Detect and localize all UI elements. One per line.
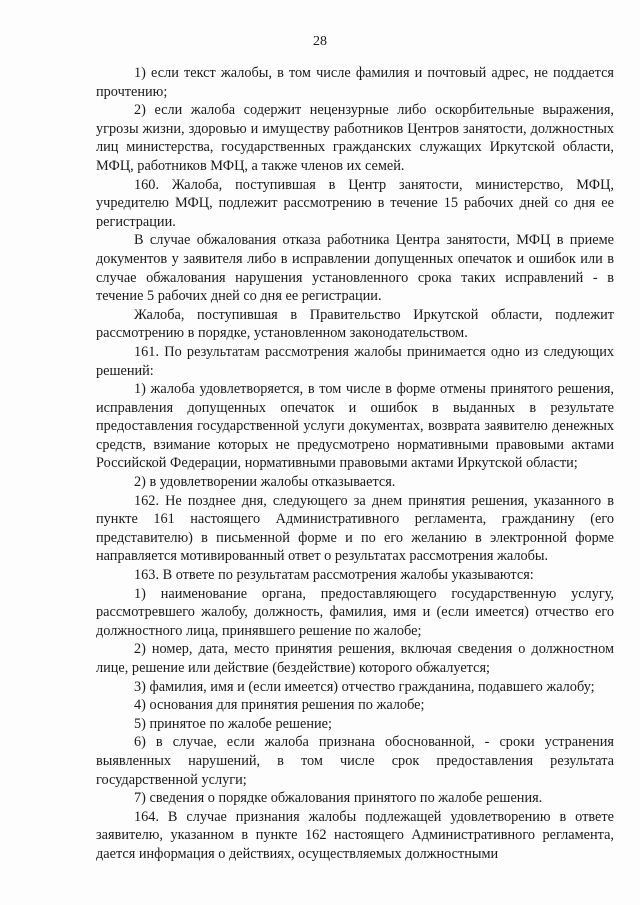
paragraph: 163. В ответе по результатам рассмотрения жалобы указываются:: [134, 567, 534, 584]
paragraph: 1) наименование органа, предоставляющего государственную услугу, рассмотревшего жалобу, должность, фамилия, имя и (если имеется) отчество его должностного лица, принявшего решение по жалобе;: [96, 585, 614, 639]
page-number: 28: [313, 34, 327, 49]
document-body: [96, 64, 614, 864]
paragraph: 4) основания для принятия решения по жалобе;: [134, 697, 425, 714]
paragraph: 160. Жалоба, поступившая в Центр занятости, министерство, МФЦ, учредителю МФЦ, подлежит рассмотрению в течение 15 рабочих дней со дня ее регистрации.: [96, 176, 614, 230]
paragraph: 7) сведения о порядке обжалования принятого по жалобе решения.: [134, 790, 543, 807]
paragraph: 5) принятое по жалобе решение;: [134, 715, 332, 732]
paragraph: 1) если текст жалобы, в том числе фамилия и почтовый адрес, не поддается прочтению;: [96, 65, 614, 100]
paragraph: Жалоба, поступившая в Правительство Иркутской области, подлежит рассмотрению в порядке, установленном законодательством.: [96, 306, 614, 342]
paragraph: 3) фамилия, имя и (если имеется) отчество гражданина, подавшего жалобу;: [134, 678, 595, 695]
paragraph: 2) номер, дата, место принятия решения, включая сведения о должностном лице, решение или действие (бездействие) которого обжалуется;: [96, 641, 614, 676]
paragraph: 1) жалоба удовлетворяется, в том числе в форме отмены принятого решения, исправления допущенных опечаток и ошибок в выданных в результате предоставления государственной услуги документах, возврата заявителю денежных средств, взимание которых не предусмотрено нормативными правовыми актами Российской Федерации, нормативными правовыми актами Иркутской области;: [96, 381, 614, 472]
paragraph: 6) в случае, если жалоба признана обоснованной, - сроки устранения выявленных нарушений, в том числе срок предоставления результата государственной услуги;: [96, 734, 614, 788]
paragraph: 2) в удовлетворении жалобы отказывается.: [134, 474, 396, 491]
paragraph: В случае обжалования отказа работника Центра занятости, МФЦ в приеме документов у заявителя либо в исправлении допущенных опечаток и ошибок или в случае обжалования нарушения установленного срока таких исправлений - в течение 5 рабочих дней со дня ее регистрации.: [96, 232, 614, 305]
paragraph: 164. В случае признания жалобы подлежащей удовлетворению в ответе заявителю, указанном в пункте 162 настоящего Административного регламента, дается информация о действиях, осуществляемых должностными: [96, 808, 614, 862]
paragraph: 2) если жалоба содержит нецензурные либо оскорбительные выражения, угрозы жизни, здоровью и имуществу работников Центров занятости, должностных лиц министерства, государственных гражданских служащих Иркутской области, МФЦ, работников МФЦ, а также членов их семей.: [96, 102, 614, 174]
paragraph: 162. Не позднее дня, следующего за днем принятия решения, указанного в пункте 161 настоящего Административного регламента, гражданину (его представителю) в письменной форме и по его желанию в электронной форме направляется мотивированный ответ о результатах рассмотрения жалобы.: [96, 492, 614, 565]
paragraph: 161. По результатам рассмотрения жалобы принимается одно из следующих решений:: [96, 343, 614, 379]
